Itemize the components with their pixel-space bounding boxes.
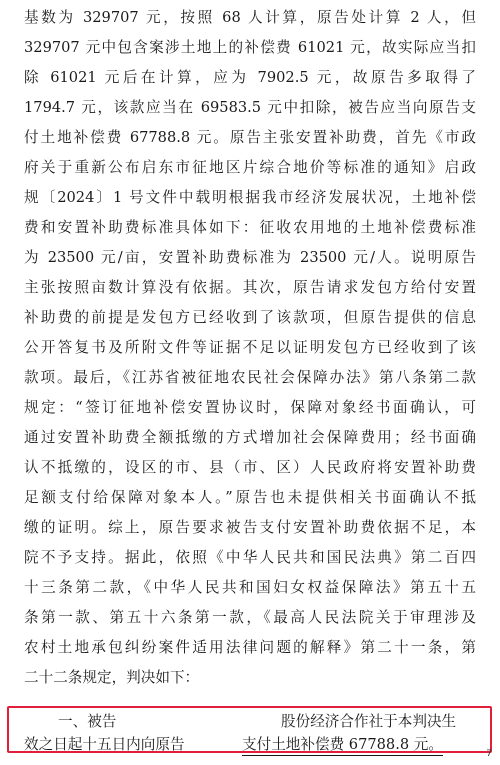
body-line: 认不抵缴的，设区的市、县（市、区）人民政府将安置补助费 <box>24 459 476 476</box>
body-line: 二十二条规定，判决如下： <box>24 669 200 686</box>
judgment-line-1-right: 股份经济合作社于本判决生 <box>281 713 457 730</box>
body-line: 公开答复书及所附文件等证据不足以证明发包方已经收到了该 <box>24 339 476 356</box>
page-number: 7 <box>486 749 492 759</box>
body-line: 通过安置补助费全额抵缴的方式增加社会保障费用；经书面确 <box>24 429 476 446</box>
body-line: 规〔2024〕1 号文件中载明根据我市经济发展状况，土地补偿 <box>24 189 476 206</box>
judgment-line-2-left: 效之日起十五日内向原告 <box>24 736 185 753</box>
body-line: 条第一款、第五十六条第一款，《最高人民法院关于审理涉及 <box>24 609 476 626</box>
judgment-line-1-left: 一、被告 <box>58 713 117 730</box>
body-line: 十三条第二款，《中华人民共和国妇女权益保障法》第五十五 <box>24 579 476 596</box>
judgment-award-text: 支付土地补偿费 67788.8 元。 <box>242 735 443 756</box>
body-line: 付土地补偿费 67788.8 元。原告主张安置补助费，首先《市政 <box>24 129 476 146</box>
body-line: 规定：“签订征地补偿安置协议时，保障对象经书面确认，可 <box>24 399 476 416</box>
body-line: 329707 元中包含案涉土地上的补偿费 61021 元，故实际应当扣 <box>24 39 476 56</box>
body-line: 主张按照亩数计算没有依据。其次，原告请求发包方给付安置 <box>24 279 476 296</box>
body-line: 基数为 329707 元，按照 68 人计算，原告处计算 2 人，但 <box>24 9 476 26</box>
body-line: 费和安置补助费标准具体如下：征收农用地的土地补偿费标准 <box>24 219 476 236</box>
body-line: 为 23500 元/亩，安置补助费标准为 23500 元/人。说明原告 <box>24 249 476 266</box>
body-line: 1794.7 元，该款应当在 69583.5 元中扣除，被告应当向原告支 <box>24 99 476 116</box>
body-line: 补助费的前提是发包方已经收到了该款项，但原告提供的信息 <box>24 309 476 326</box>
body-line: 款项。最后，《江苏省被征地农民社会保障办法》第八条第二款 <box>24 369 476 386</box>
body-line: 院不予支持。据此，依照《中华人民共和国民法典》第二百四 <box>24 549 476 566</box>
body-line: 缴的证明。综上，原告要求被告支付安置补助费依据不足，本 <box>24 519 476 536</box>
body-line: 农村土地承包纠纷案件适用法律问题的解释》第二十一条，第 <box>24 639 476 656</box>
body-line: 府关于重新公布启东市征地区片综合地价等标准的通知》启政 <box>24 159 476 176</box>
body-line: 足额支付给保障对象本人。”原告也未提供相关书面确认不抵 <box>24 489 476 506</box>
body-line: 除 61021 元后在计算，应为 7902.5 元，故原告多取得了 <box>24 69 476 86</box>
